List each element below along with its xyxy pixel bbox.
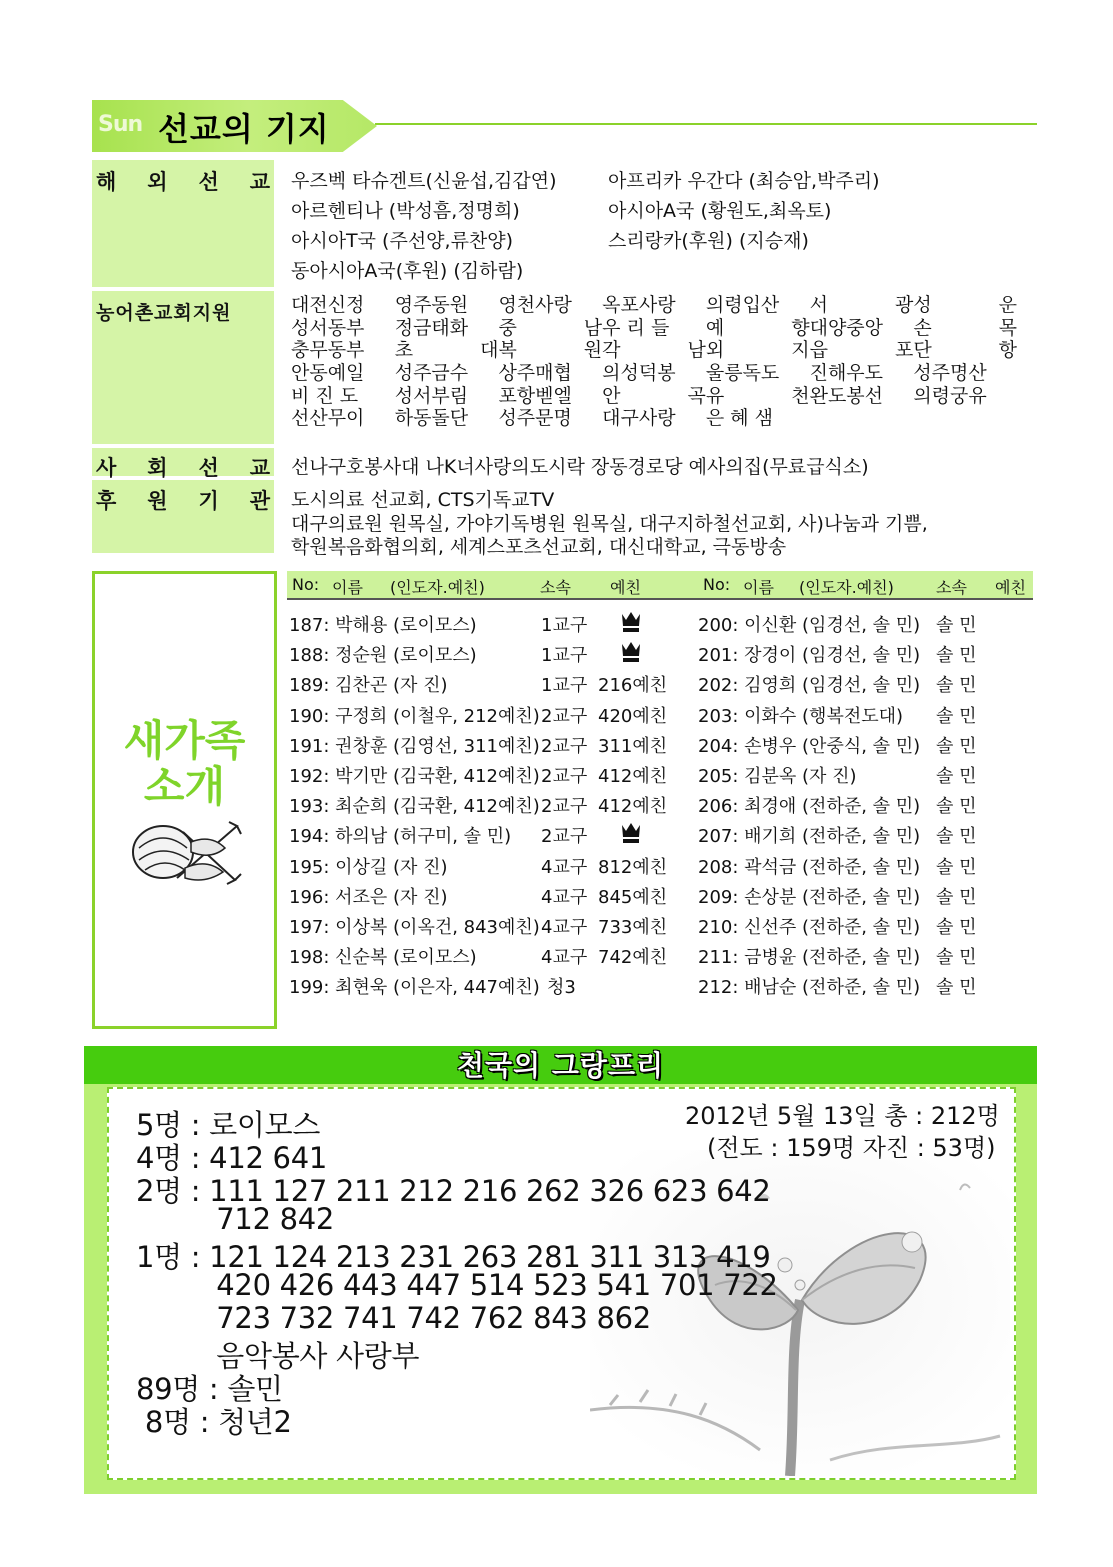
social-mission-text: 선나구호봉사대 나K너사랑의도시락 장동경로당 예사의집(무료급식소) [291,456,869,478]
support-line: 학원복음화협의회, 세계스포츠선교회, 대신대학교, 극동방송 [291,536,787,558]
header-rule [375,123,1037,125]
label-char: 회 [147,456,168,480]
new-member-cell: 845예친 [598,886,668,908]
col-header-cell: 예친 [995,578,1026,597]
overseas-item: 우즈벡 타슈겐트(신윤섭,김갑연) [291,170,557,192]
new-member-cell: 412예친 [598,766,668,787]
new-member-dept: 4교구 [541,856,588,878]
farm-church: 성주문명 [498,407,572,430]
farm-row [291,407,1017,430]
farm-church: 진해우도 [809,362,884,385]
new-member-entry: 202: 김영희 (임경선, 솔 민) [698,675,921,697]
farm-church [913,407,1017,430]
grand-prix-line: 89명 : 솔민 [136,1372,283,1406]
farm-church: 상주매협 [498,362,572,385]
new-member-entry: 210: 신선주 (전하준, 솔 민) [698,917,921,938]
farm-church: 의성덕봉 [602,362,676,385]
overseas-item: 아시아A국 (황원도,최옥토) [608,200,832,222]
label-char: 해 [96,170,117,194]
crown-icon [620,821,642,845]
crown-icon [620,640,642,664]
farm-row [291,294,1017,317]
new-member-entry: 212: 배남순 (전하준, 솔 민) [698,977,921,999]
farm-church: 하동돌단 [394,407,469,430]
new-member-dept: 솔 민 [936,675,977,697]
new-family-title-line: 소개 [143,762,226,811]
crown-icon [620,610,642,634]
farm-church [810,407,914,430]
farm-church: 예 향 [705,316,810,339]
new-member-cell: 311예친 [598,735,668,757]
farm-church: 단 항 [913,339,1018,362]
overseas-item: 아르헨티나 (박성흠,정명희) [291,200,520,222]
grand-prix-title: 천국의 그랑프리 [456,1049,665,1082]
grand-prix-breakdown: (전도 : 159명 자진 : 53명) [707,1134,996,1162]
header-logo: Sun [98,112,143,137]
farm-church-grid [291,294,1017,430]
new-member-entry: 209: 손상분 (전하준, 솔 민) [698,886,921,908]
new-family-title [92,718,277,810]
new-member-dept: 솔 민 [936,947,977,969]
col-header-guide: (인도자.예친) [390,578,485,597]
new-member-entry: 187: 박해용 (로이모스) [289,615,477,636]
overseas-item: 스리랑카(후원) (지승재) [608,230,809,252]
social-mission-label [96,452,270,482]
farm-church: 유 천 [705,384,810,407]
new-member-entry: 195: 이상길 (자 진) [289,856,448,878]
new-family-title-line: 새가족 [123,716,246,765]
new-member-entry: 199: 최현욱 (이은자, 447예친) [289,977,540,999]
new-member-dept: 솔 민 [936,735,977,757]
label-char: 외 [147,170,168,194]
farm-church: 영주동원 [394,294,469,316]
col-header-name: 이름 [743,578,774,597]
new-member-dept: 1교구 [541,675,588,697]
farm-church: 영천사랑 [498,294,572,316]
new-member-entry: 190: 구정희 (이철우, 212예친) [289,705,540,727]
grand-prix-line: 5명 : 로이모스 [136,1108,321,1142]
col-header-name: 이름 [332,578,363,597]
new-member-dept: 2교구 [541,735,588,757]
col-header-dept: 소속 [540,578,571,597]
new-member-entry: 204: 손병우 (안중식, 솔 민) [698,735,921,757]
page-title: 선교의 기지 [158,110,330,148]
farm-church: 안동예일 [291,362,365,385]
col-header-guide: (인도자.예친) [799,578,894,597]
new-member-entry: 207: 배기희 (전하준, 솔 민) [698,826,921,848]
new-member-dept: 솔 민 [936,766,977,787]
new-member-entry: 191: 권창훈 (김영선, 311예친) [289,735,540,757]
grand-prix-line: 1명 : 121 124 213 231 263 281 311 313 419 [136,1240,771,1274]
new-member-entry: 211: 금병윤 (전하준, 솔 민) [698,947,921,969]
overseas-item: 동아시아A국(후원) (김하람) [291,260,524,282]
new-member-entry: 197: 이상복 (이옥건, 843예친) [289,917,540,938]
new-member-dept: 4교구 [541,947,588,969]
new-member-dept: 솔 민 [936,615,977,636]
new-member-entry: 198: 신순복 (로이모스) [289,947,477,969]
farm-church: 정금태화 [394,316,469,339]
new-member-cell: 216예친 [598,675,668,697]
new-member-dept: 솔 민 [936,645,977,667]
farm-church: 선산무이 [291,407,365,430]
farm-row [291,339,1017,362]
farm-church: 손 목 [913,316,1018,339]
new-member-entry: 208: 곽석금 (전하준, 솔 민) [698,856,921,878]
grand-prix-line: 712 842 [136,1202,335,1236]
label-char: 원 [147,489,168,513]
new-member-dept: 2교구 [541,705,588,727]
new-member-dept: 솔 민 [936,917,977,938]
grand-prix-line: 8명 : 청년2 [136,1405,292,1439]
grand-prix-date-total: 2012년 5월 13일 총 : 212명 [685,1102,1000,1130]
new-member-dept: 솔 민 [936,705,977,727]
new-member-entry: 189: 김찬곤 (자 진) [289,675,448,697]
new-member-entry: 203: 이화수 (행복전도대) [698,705,904,727]
farm-church: 복 원 [498,339,603,362]
farm-church: 충무동부 [291,339,365,362]
new-member-dept: 4교구 [541,886,588,908]
farm-church: 울릉독도 [705,362,780,385]
new-member-dept: 2교구 [541,796,588,818]
farm-church: 중 남 [498,316,603,339]
farm-church: 의령궁유 [913,384,987,407]
farm-church: 우 리 들 [602,316,670,339]
new-member-entry: 194: 하의남 (허구미, 솔 민) [289,826,512,848]
farm-church: 포항벧엘 [498,384,572,407]
new-member-dept: 청3 [547,977,576,999]
farm-church: 대전신정 [291,294,365,316]
label-char: 사 [96,456,117,480]
farm-church: 대양중앙 [809,316,884,339]
new-member-entry: 188: 정순원 (로이모스) [289,645,477,667]
farm-church: 성서부림 [394,384,469,407]
farm-row [291,385,1017,408]
farm-church: 비 진 도 [291,384,359,407]
new-member-entry: 193: 최순희 (김국환, 412예친) [289,796,540,818]
new-member-dept: 솔 민 [936,856,977,878]
farm-row [291,317,1017,340]
new-member-dept: 솔 민 [936,886,977,908]
farm-church: 외 지 [705,339,810,362]
farm-church: 읍 포 [809,339,914,362]
new-member-dept: 4교구 [541,917,588,938]
grand-prix-line: 음악봉사 사랑부 [136,1339,420,1373]
new-member-dept: 솔 민 [936,977,977,999]
farm-church: 초 대 [394,339,499,362]
new-member-entry: 201: 장경이 (임경선, 솔 민) [698,645,921,667]
new-member-cell: 742예친 [598,947,668,969]
label-char: 선 [198,170,219,194]
new-member-dept: 2교구 [541,766,588,787]
new-member-entry: 200: 이신환 (임경선, 솔 민) [698,615,921,636]
farm-church: 성 운 [913,294,1018,316]
label-char: 교 [249,456,270,480]
label-char: 기 [198,489,219,513]
new-member-dept: 1교구 [541,645,588,667]
new-member-dept: 1교구 [541,615,588,636]
farm-row [291,362,1017,385]
col-header-no: No: [703,575,731,594]
new-member-entry: 206: 최경애 (전하준, 솔 민) [698,796,921,818]
farm-church: 성서동부 [291,316,365,339]
new-member-dept: 솔 민 [936,826,977,848]
farm-church: 은 혜 샘 [705,407,774,430]
farm-church: 안 곡 [602,384,706,407]
overseas-mission-label [96,166,270,196]
col-header-no: No: [292,575,320,594]
farm-church: 서 광 [809,294,914,316]
new-member-cell: 812예친 [598,856,668,878]
grand-prix-line: 2명 : 111 127 211 212 216 262 326 623 642 [136,1174,771,1208]
grand-prix-line: 723 732 741 742 762 843 862 [136,1301,651,1335]
new-member-entry: 196: 서조은 (자 진) [289,886,448,908]
new-member-cell: 733예친 [598,917,668,938]
farm-church: 각 남 [602,339,706,362]
new-member-dept: 2교구 [541,826,588,848]
new-member-dept: 솔 민 [936,796,977,818]
label-char: 교 [249,170,270,194]
label-char: 선 [198,456,219,480]
col-header-cell: 예친 [610,578,641,597]
col-header-dept: 소속 [936,578,967,597]
farm-church: 완도봉선 [809,384,884,407]
new-member-entry: 192: 박기만 (김국환, 412예친) [289,766,540,787]
farm-support-label: 농어촌교회지원 [96,302,232,324]
support-line: 대구의료원 원목실, 가야기독병원 원목실, 대구지하철선교회, 사)나눔과 기쁨, [291,513,928,535]
support-org-label [96,485,270,515]
new-member-entry: 205: 김분옥 (자 진) [698,766,857,787]
grand-prix-line: 4명 : 412 641 [136,1141,327,1175]
new-member-cell: 420예친 [598,705,668,727]
farm-church: 성주금수 [394,362,469,385]
farm-church: 대구사랑 [602,407,676,430]
new-member-cell: 412예친 [598,796,668,818]
farm-church: 성주명산 [913,362,987,385]
farm-church: 의령입산 [705,294,780,316]
farm-church: 옥포사랑 [602,294,676,316]
bread-fish-illustration [125,808,245,890]
grand-prix-line: 420 426 443 447 514 523 541 701 722 [136,1268,778,1302]
support-line: 도시의료 선교회, CTS기독교TV [291,489,555,511]
overseas-item: 아시아T국 (주선양,류찬양) [291,230,514,252]
label-char: 후 [96,489,117,513]
overseas-item: 아프리카 우간다 (최승암,박주리) [608,170,880,192]
label-char: 관 [249,489,270,513]
